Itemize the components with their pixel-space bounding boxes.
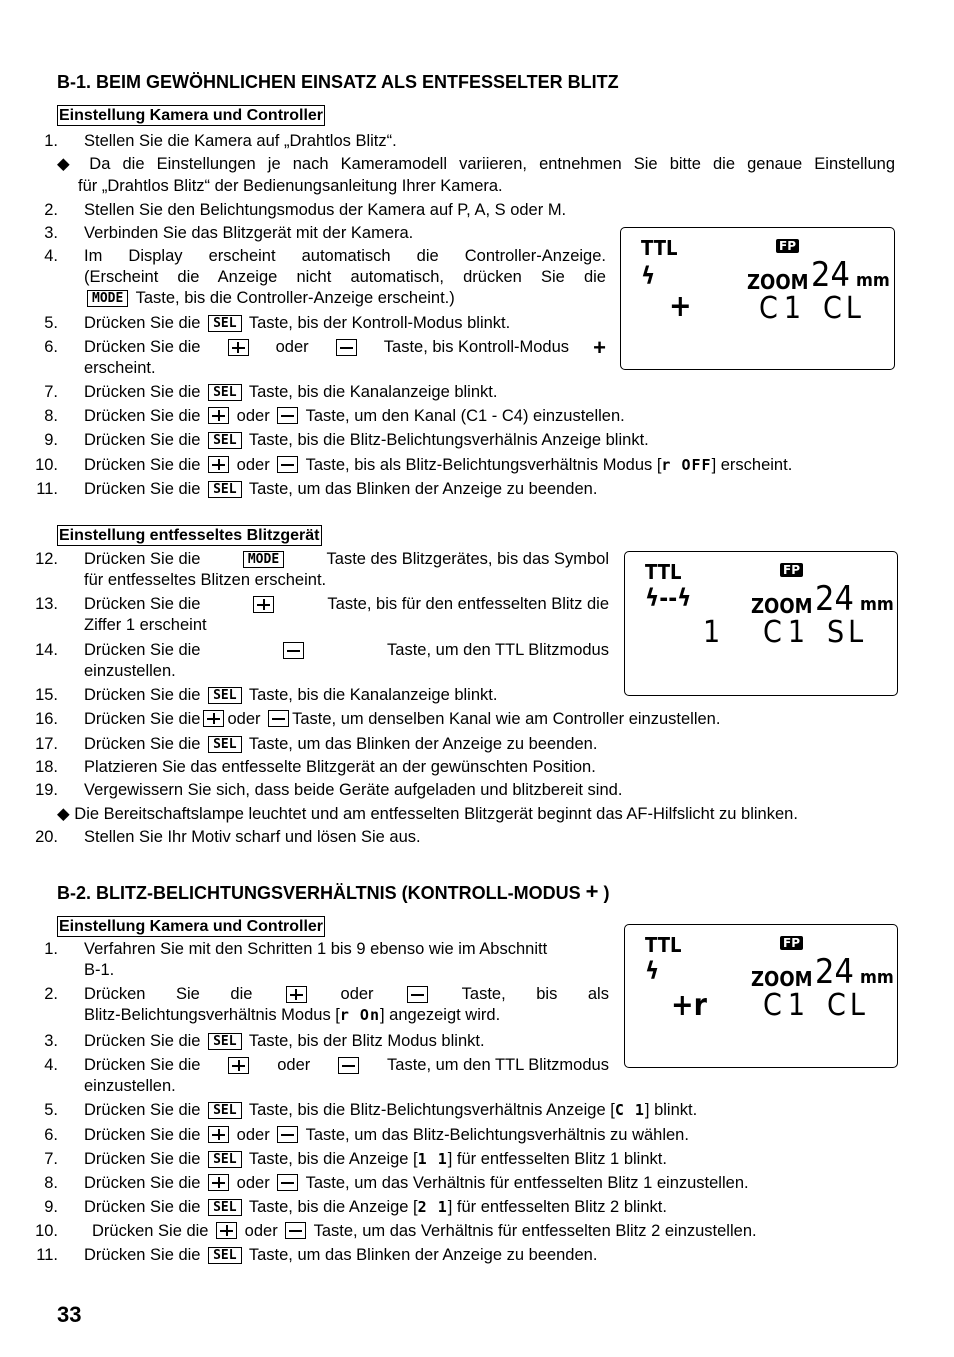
page-number: 33 (57, 1302, 82, 1327)
subheading-camera-controller-2: Einstellung Kamera und Controller (59, 918, 324, 935)
lcd-display-remote: TTL FP ϟ--ϟ ZOOM 24 mm 1 C1 SL (624, 551, 898, 696)
minus-key (336, 339, 357, 356)
note-camera-model-cont: für „Drahtlos Blitz“ der Bedienungsanleitung Ihrer Kamera. (78, 177, 503, 195)
ratio-off-indicator: r OFF (661, 456, 712, 474)
section-title-b1: B-1. BEIM GEWÖHNLICHEN EINSATZ ALS ENTFESSELTER BLITZ (57, 72, 619, 92)
lcd-display-controller: TTL FP ϟ ZOOM 24 mm + C1 CL (620, 227, 895, 370)
note-camera-model: ◆ Da die Einstellungen je nach Kameramodell variieren, entnehmen Sie bitte die genaue Einstellung (57, 155, 895, 173)
flash-bolt-icon: ϟ (645, 957, 660, 985)
flash-bolt-icon: ϟ (641, 262, 656, 290)
subheading-camera-controller: Einstellung Kamera und Controller (59, 107, 324, 124)
plus-key (228, 339, 249, 356)
ratio-on-indicator: r On (339, 1006, 380, 1024)
sel-key: SEL (208, 315, 241, 332)
note-ready-lamp: ◆ Die Bereitschaftslampe leuchtet und am entfesselten Blitzgerät beginnt das AF-Hilfslicht zu blinken. (57, 805, 798, 823)
mode-key: MODE (87, 290, 128, 307)
step-text: Stellen Sie die Kamera auf „Drahtlos Blitz“. (84, 132, 397, 150)
remote-bolt-icon: ϟ--ϟ (645, 584, 692, 612)
section-title-b2: B-2. BLITZ-BELICHTUNGSVERHÄLTNIS (KONTROLL-MODUS + ) (57, 879, 610, 904)
lcd-display-ratio: TTL FP ϟ ZOOM 24 mm +r C1 CL (624, 924, 898, 1068)
subheading-remote-flash: Einstellung entfesseltes Blitzgerät (59, 527, 320, 544)
step-number: 1. (44, 132, 58, 150)
